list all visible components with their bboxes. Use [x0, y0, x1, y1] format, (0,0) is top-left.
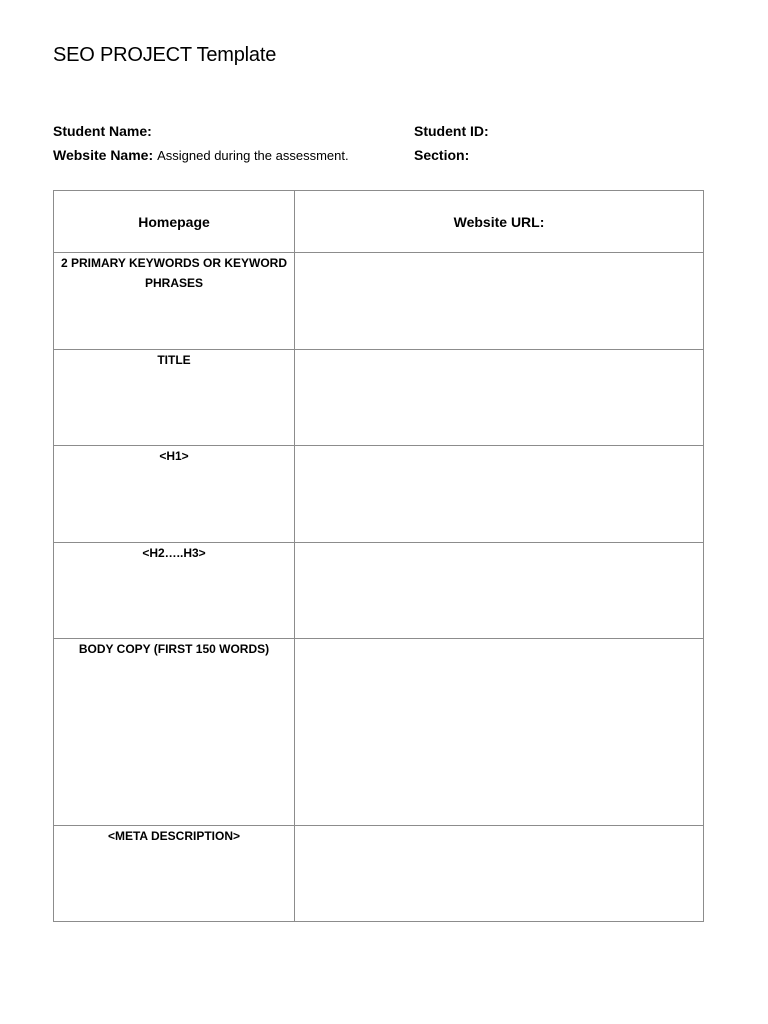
student-name-label: Student Name:: [53, 123, 152, 139]
row-label-meta-description: <META DESCRIPTION>: [54, 826, 295, 922]
row-label-h1: <H1>: [54, 446, 295, 543]
seo-table: [53, 190, 704, 922]
table-row: [54, 350, 704, 446]
table-row: [54, 543, 704, 639]
header-website-url: Website URL:: [295, 191, 704, 253]
row-label-title: TITLE: [54, 350, 295, 446]
header-homepage: Homepage: [54, 191, 295, 253]
student-id-line: [414, 123, 489, 139]
row-label-h2-h3: <H2…..H3>: [54, 543, 295, 639]
row-value-meta-description[interactable]: [295, 826, 704, 922]
table-row: [54, 446, 704, 543]
row-value-keywords[interactable]: [295, 253, 704, 350]
website-name-line: [53, 147, 349, 163]
row-value-h1[interactable]: [295, 446, 704, 543]
row-label-keywords: 2 PRIMARY KEYWORDS OR KEYWORD PHRASES: [54, 253, 295, 350]
website-name-value: Assigned during the assessment.: [157, 148, 349, 163]
row-label-body-copy: BODY COPY (FIRST 150 WORDS): [54, 639, 295, 826]
website-name-label: Website Name:: [53, 147, 154, 163]
table-row: [54, 826, 704, 922]
section-line: [414, 147, 469, 163]
table-header-row: [54, 191, 704, 253]
row-value-title[interactable]: [295, 350, 704, 446]
table-row: [54, 639, 704, 826]
document-title: SEO PROJECT Template: [53, 44, 277, 66]
table-row: [54, 253, 704, 350]
row-value-h2-h3[interactable]: [295, 543, 704, 639]
section-label: Section:: [414, 147, 470, 163]
student-name-line: [53, 123, 152, 139]
student-id-label: Student ID:: [414, 123, 489, 139]
row-value-body-copy[interactable]: [295, 639, 704, 826]
